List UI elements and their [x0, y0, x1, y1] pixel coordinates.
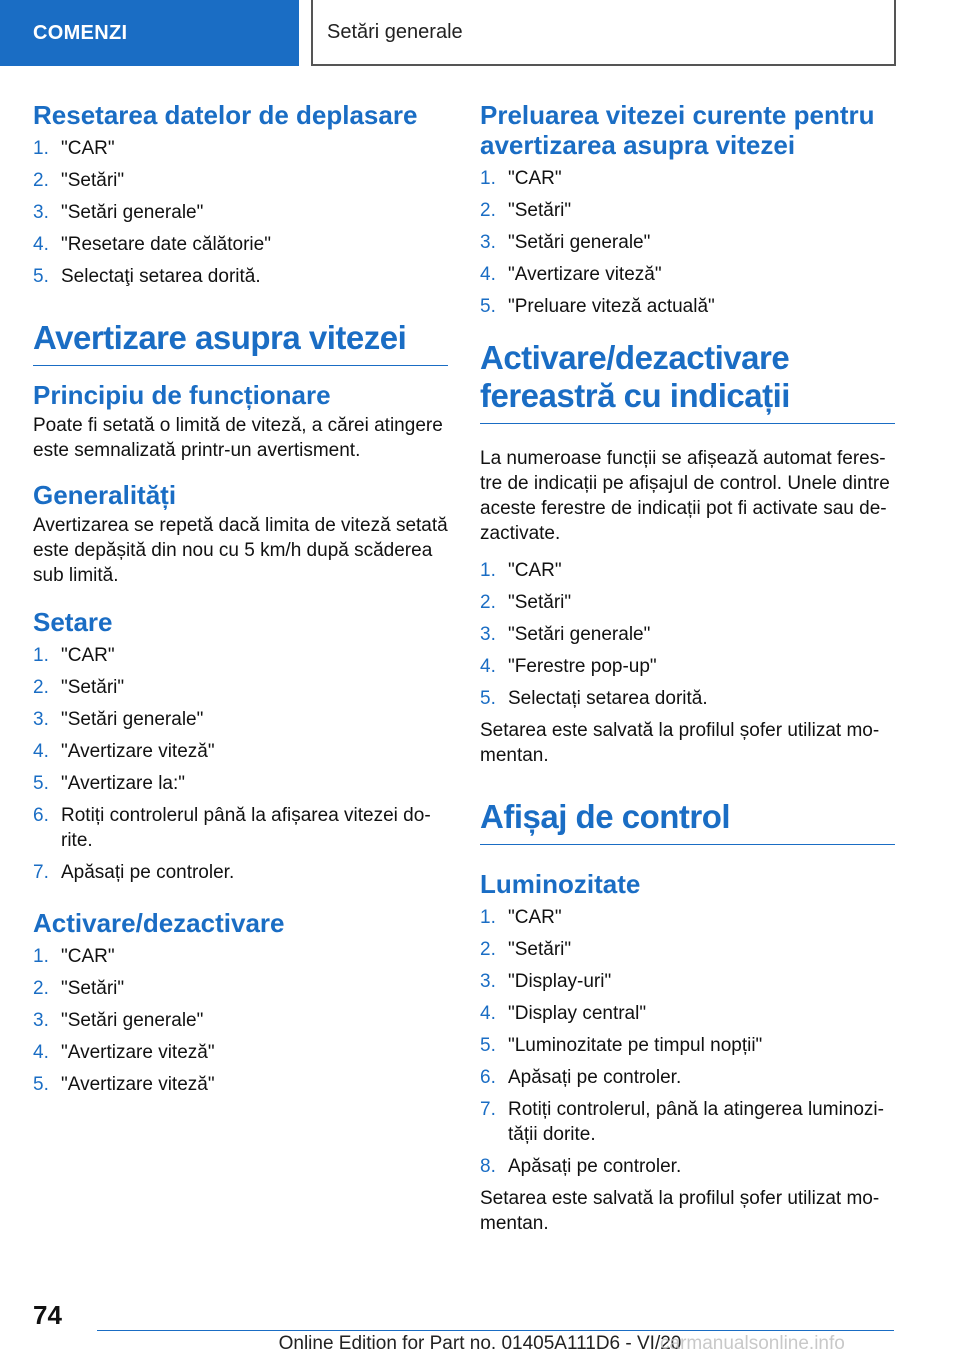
list-setare	[33, 643, 448, 885]
list-item	[33, 1008, 448, 1033]
list-item	[480, 294, 895, 319]
right-column	[480, 100, 895, 1236]
list-item	[33, 707, 448, 732]
list-text: "Setări"	[508, 592, 572, 613]
list-number: 1.	[33, 645, 49, 666]
list-number: 5.	[33, 773, 49, 794]
list-number: 1.	[33, 946, 49, 967]
list-number: 7.	[33, 862, 49, 883]
list-text: "Avertizare viteză"	[61, 1042, 215, 1063]
heading-avertizare: Avertizare asupra vitezei	[33, 319, 448, 366]
list-item	[480, 622, 895, 647]
list-text: "CAR"	[61, 645, 115, 666]
list-item	[33, 803, 448, 853]
list-text: "CAR"	[508, 560, 562, 581]
list-number: 5.	[480, 1035, 496, 1056]
list-item	[480, 558, 895, 583]
section-title: Setări generale	[311, 0, 896, 66]
list-text: "Display central"	[508, 1003, 647, 1024]
list-number: 4.	[33, 1042, 49, 1063]
list-item	[33, 976, 448, 1001]
list-item	[480, 590, 895, 615]
list-item	[480, 1001, 895, 1026]
list-text: Selectați setarea dorită.	[508, 688, 708, 709]
list-resetare	[33, 136, 448, 289]
list-text: "CAR"	[61, 138, 115, 159]
list-text: "Setări generale"	[61, 1010, 204, 1031]
list-number: 4.	[480, 656, 496, 677]
list-text: "CAR"	[61, 946, 115, 967]
page-number: 74	[33, 1300, 62, 1330]
list-item	[33, 771, 448, 796]
list-number: 4.	[480, 264, 496, 285]
list-text: "Setări"	[61, 978, 125, 999]
heading-activare: Activare/dezactivare	[33, 908, 285, 938]
list-item	[33, 264, 448, 289]
footer-edition: Online Edition for Part no. 01405A111D6 - VI/20	[278, 1333, 682, 1354]
heading-fereastra: Activare/dezactivare fereastră cu indicații	[480, 339, 895, 424]
heading-principiu: Principiu de funcționare	[33, 380, 331, 410]
heading-afisaj: Afișaj de control	[480, 798, 895, 845]
list-text: "Setări generale"	[508, 232, 651, 253]
list-number: 3.	[33, 709, 49, 730]
heading-luminozitate: Luminozitate	[480, 869, 641, 899]
list-text: Apăsați pe controler.	[508, 1067, 682, 1088]
left-column	[33, 100, 448, 1104]
list-item	[480, 969, 895, 994]
list-text: "Avertizare viteză"	[61, 1074, 215, 1095]
list-item	[480, 1033, 895, 1058]
list-text: "Luminozitate pe timpul nopții"	[508, 1035, 763, 1056]
list-text: "Avertizare viteză"	[61, 741, 215, 762]
list-item	[33, 136, 448, 161]
list-number: 4.	[33, 234, 49, 255]
note-fereastra: Setarea este salvată la profilul șofer utilizat momentan.	[480, 720, 880, 766]
list-text: "Ferestre pop-up"	[508, 656, 657, 677]
list-item	[480, 1097, 895, 1147]
list-number: 3.	[480, 232, 496, 253]
list-number: 7.	[480, 1099, 496, 1120]
page-header	[0, 0, 960, 66]
list-number: 2.	[33, 170, 49, 191]
list-item	[480, 937, 895, 962]
list-text: "Preluare viteză actuală"	[508, 296, 715, 317]
list-text: Apăsați pe controler.	[508, 1156, 682, 1177]
list-number: 1.	[480, 168, 496, 189]
list-number: 3.	[480, 624, 496, 645]
chapter-tab: COMENZI	[0, 0, 299, 66]
list-number: 6.	[33, 805, 49, 826]
list-number: 2.	[480, 592, 496, 613]
list-number: 2.	[33, 978, 49, 999]
heading-setare: Setare	[33, 607, 113, 637]
list-text: "Setări generale"	[61, 709, 204, 730]
list-preluarea	[480, 166, 895, 319]
list-text: Rotiți controlerul, până la atingerea luminozității dorite.	[508, 1099, 884, 1145]
list-item	[33, 739, 448, 764]
list-text: "Setări generale"	[61, 202, 204, 223]
heading-resetare: Resetarea datelor de deplasare	[33, 100, 418, 130]
list-number: 2.	[33, 677, 49, 698]
list-number: 5.	[480, 688, 496, 709]
list-item	[480, 198, 895, 223]
list-text: "CAR"	[508, 168, 562, 189]
list-item	[480, 1154, 895, 1179]
list-text: Selectaţi setarea dorită.	[61, 266, 261, 287]
text-fereastra: La numeroase funcții se afișează automat ferestre de indicații pe afișajul de control. Unele dintre aceste ferestre de indicații pot fi activate sau dezactivate.	[480, 448, 890, 544]
list-item	[480, 1065, 895, 1090]
list-number: 1.	[480, 907, 496, 928]
list-number: 3.	[33, 1010, 49, 1031]
list-number: 5.	[33, 266, 49, 287]
list-number: 4.	[480, 1003, 496, 1024]
list-item	[33, 1072, 448, 1097]
list-text: "CAR"	[508, 907, 562, 928]
list-item	[33, 232, 448, 257]
list-text: Apăsați pe controler.	[61, 862, 235, 883]
list-item	[480, 686, 895, 711]
list-luminozitate	[480, 905, 895, 1179]
list-number: 5.	[33, 1074, 49, 1095]
list-text: "Display-uri"	[508, 971, 612, 992]
list-text: "Resetare date călătorie"	[61, 234, 271, 255]
list-text: "Setări"	[508, 200, 572, 221]
list-text: "Avertizare la:"	[61, 773, 186, 794]
list-text: "Avertizare viteză"	[508, 264, 662, 285]
list-item	[33, 860, 448, 885]
note-luminozitate: Setarea este salvată la profilul șofer utilizat momentan.	[480, 1188, 880, 1234]
list-item	[480, 230, 895, 255]
footer-divider	[97, 1330, 894, 1331]
list-number: 8.	[480, 1156, 496, 1177]
list-number: 2.	[480, 200, 496, 221]
list-number: 2.	[480, 939, 496, 960]
text-principiu: Poate fi setată o limită de viteză, a cărei atingere este semnalizată printr-un avertisment.	[33, 415, 443, 461]
list-activare	[33, 944, 448, 1097]
list-item	[33, 168, 448, 193]
list-item	[480, 905, 895, 930]
list-item	[33, 944, 448, 969]
list-text: "Setări"	[508, 939, 572, 960]
list-number: 4.	[33, 741, 49, 762]
list-item	[480, 166, 895, 191]
list-number: 6.	[480, 1067, 496, 1088]
list-item	[33, 643, 448, 668]
list-text: Rotiți controlerul până la afișarea vitezei dorite.	[61, 805, 431, 851]
list-item	[33, 1040, 448, 1065]
heading-preluarea: Preluarea vitezei curente pentru avertizarea asupra vitezei	[480, 100, 875, 160]
list-number: 5.	[480, 296, 496, 317]
list-text: "Setări"	[61, 170, 125, 191]
watermark: carmanualsonline.info	[660, 1333, 845, 1354]
list-number: 3.	[480, 971, 496, 992]
list-text: "Setări generale"	[508, 624, 651, 645]
list-number: 3.	[33, 202, 49, 223]
heading-generalitati: Generalități	[33, 480, 177, 510]
list-item	[480, 654, 895, 679]
list-number: 1.	[480, 560, 496, 581]
list-item	[480, 262, 895, 287]
list-number: 1.	[33, 138, 49, 159]
list-fereastra	[480, 558, 895, 711]
list-item	[33, 200, 448, 225]
text-generalitati: Avertizarea se repetă dacă limita de viteză setată este depășită din nou cu 5 km/h după scăderea sub limită.	[33, 515, 448, 586]
list-text: "Setări"	[61, 677, 125, 698]
list-item	[33, 675, 448, 700]
